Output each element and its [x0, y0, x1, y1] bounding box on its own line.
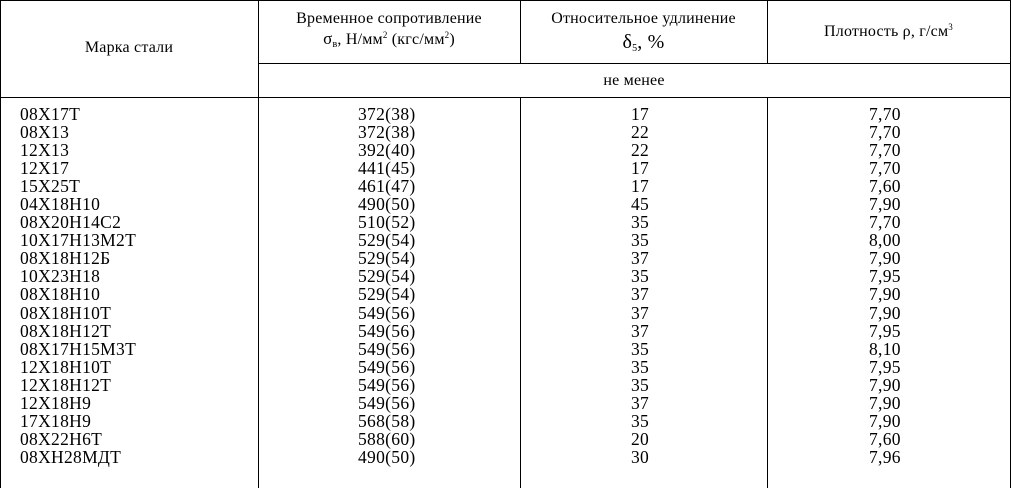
- cell-tensile-strength: 549(56): [358, 302, 416, 323]
- cell-tensile-strength: 461(47): [358, 176, 416, 197]
- table-row: [0, 428, 1011, 449]
- cell-tensile-strength: 549(56): [358, 374, 416, 395]
- cell-tensile-strength: 490(50): [358, 446, 416, 467]
- cell-tensile-strength: 549(56): [358, 392, 416, 413]
- cell-density: 7,90: [869, 410, 901, 431]
- cell-steel-grade: 08Х22Н6Т: [20, 428, 103, 449]
- header-elongation: [520, 9, 767, 54]
- header-tensile-strength-line1: Временное сопротивление: [296, 10, 482, 27]
- cell-tensile-strength: 549(56): [358, 338, 416, 359]
- cell-tensile-strength: 529(54): [358, 230, 416, 251]
- table-row: [0, 320, 1011, 341]
- cell-tensile-strength: 392(40): [358, 140, 416, 161]
- table-row: [0, 268, 1011, 286]
- cell-density: 7,90: [869, 374, 901, 395]
- cell-density: 7,70: [869, 212, 901, 233]
- cell-elongation: 37: [630, 392, 650, 413]
- cell-steel-grade: 04Х18Н10: [20, 194, 101, 215]
- cell-tensile-strength: 529(54): [358, 266, 416, 287]
- cell-tensile-strength: 529(54): [358, 248, 416, 269]
- table-row: [0, 338, 1011, 359]
- cell-tensile-strength: 549(56): [358, 356, 416, 377]
- header-bottom-border: [0, 97, 1011, 98]
- cell-density: 7,70: [869, 104, 901, 124]
- cell-tensile-strength: 568(58): [358, 410, 416, 431]
- cell-elongation: 35: [630, 212, 650, 233]
- cell-steel-grade: 08Х18Н10: [20, 284, 101, 305]
- table-row: [0, 178, 1011, 196]
- table-body: [0, 106, 1011, 467]
- cell-elongation: 22: [630, 140, 650, 161]
- cell-elongation: 35: [630, 266, 650, 287]
- header-tensile-strength: [258, 9, 520, 50]
- cell-tensile-strength: 372(38): [358, 104, 416, 124]
- cell-density: 7,90: [869, 194, 901, 215]
- header-elongation-line1: Относительное удлинение: [551, 10, 736, 27]
- cell-elongation: 17: [630, 158, 650, 179]
- cell-elongation: 37: [630, 284, 650, 305]
- cell-density: 7,60: [869, 176, 901, 197]
- table-row: [0, 142, 1011, 160]
- cell-density: 7,95: [869, 356, 901, 377]
- cell-elongation: 30: [630, 446, 650, 467]
- cell-steel-grade: 12Х18Н9: [20, 392, 92, 413]
- cell-tensile-strength: 529(54): [358, 284, 416, 305]
- cell-steel-grade: 10Х23Н18: [20, 266, 101, 287]
- header-mid-border: [258, 63, 1011, 64]
- cell-density: 7,70: [869, 158, 901, 179]
- cell-density: 7,90: [869, 302, 901, 323]
- cell-steel-grade: 12Х18Н10Т: [20, 356, 112, 377]
- table-row: [0, 160, 1011, 178]
- cell-elongation: 17: [630, 176, 650, 197]
- cell-tensile-strength: 510(52): [358, 212, 416, 233]
- cell-steel-grade: 08Х18Н12Т: [20, 320, 112, 341]
- table-row: [0, 232, 1011, 250]
- cell-elongation: 22: [630, 122, 650, 143]
- cell-steel-grade: 12Х18Н12Т: [20, 374, 112, 395]
- cell-steel-grade: 12Х13: [20, 140, 70, 161]
- cell-density: 7,95: [869, 320, 901, 341]
- cell-tensile-strength: 441(45): [358, 158, 416, 179]
- cell-elongation: 20: [630, 428, 650, 449]
- table-row: [0, 302, 1011, 323]
- cell-density: 8,00: [869, 230, 901, 251]
- header-tensile-strength-line2: $\sigma_в$, $Н/мм^2$ $(кгс/мм^2)$: [323, 29, 455, 50]
- cell-tensile-strength: 490(50): [358, 194, 416, 215]
- table-row: [0, 356, 1011, 377]
- table-row: [0, 214, 1011, 232]
- cell-elongation: 35: [630, 230, 650, 251]
- header-elongation-line2: $\delta_5$, %: [622, 31, 665, 54]
- table-row: [0, 374, 1011, 395]
- cell-steel-grade: 17Х18Н9: [20, 410, 92, 431]
- cell-steel-grade: 08Х18Н12Б: [20, 248, 111, 269]
- cell-density: 7,70: [869, 140, 901, 161]
- cell-tensile-strength: 372(38): [358, 122, 416, 143]
- cell-elongation: 37: [630, 248, 650, 269]
- cell-tensile-strength: 549(56): [358, 320, 416, 341]
- table-top-border: [0, 0, 1011, 1]
- cell-density: 7,60: [869, 428, 901, 449]
- cell-steel-grade: 08Х13: [20, 122, 70, 143]
- cell-density: 7,90: [869, 284, 901, 305]
- table-row: [0, 106, 1011, 124]
- table-row: [0, 196, 1011, 214]
- header-not-less-than: не менее: [603, 72, 665, 89]
- cell-steel-grade: 10Х17Н13М2Т: [20, 230, 137, 251]
- header-steel-grade-text: Марка стали: [84, 39, 174, 56]
- table-row: [0, 286, 1011, 304]
- cell-density: 7,90: [869, 248, 901, 269]
- cell-density: 7,70: [869, 122, 901, 143]
- cell-elongation: 35: [630, 356, 650, 377]
- cell-elongation: 35: [630, 374, 650, 395]
- cell-elongation: 37: [630, 302, 650, 323]
- table-row: [0, 124, 1011, 142]
- table-row: [0, 410, 1011, 431]
- cell-density: 8,10: [869, 338, 901, 359]
- cell-elongation: 35: [630, 410, 650, 431]
- cell-steel-grade: 08Х20Н14С2: [20, 212, 122, 233]
- cell-elongation: 37: [630, 320, 650, 341]
- cell-tensile-strength: 588(60): [358, 428, 416, 449]
- cell-steel-grade: 08Х17Н15М3Т: [20, 338, 137, 359]
- cell-density: 7,96: [869, 446, 901, 467]
- header-steel-grade: [0, 38, 258, 58]
- cell-steel-grade: 08ХН28МДТ: [20, 446, 122, 467]
- cell-elongation: 35: [630, 338, 650, 359]
- cell-density: 7,90: [869, 392, 901, 413]
- table-row: [0, 392, 1011, 413]
- cell-elongation: 45: [630, 194, 650, 215]
- header-density: Плотность ρ, $г/см^3$: [824, 22, 953, 40]
- cell-elongation: 17: [630, 104, 650, 124]
- table-row: [0, 446, 1011, 467]
- cell-steel-grade: 08Х17Т: [20, 104, 81, 124]
- cell-steel-grade: 15Х25Т: [20, 176, 81, 197]
- cell-density: 7,95: [869, 266, 901, 287]
- cell-steel-grade: 08Х18Н10Т: [20, 302, 112, 323]
- table-row: [0, 250, 1011, 268]
- cell-steel-grade: 12Х17: [20, 158, 70, 179]
